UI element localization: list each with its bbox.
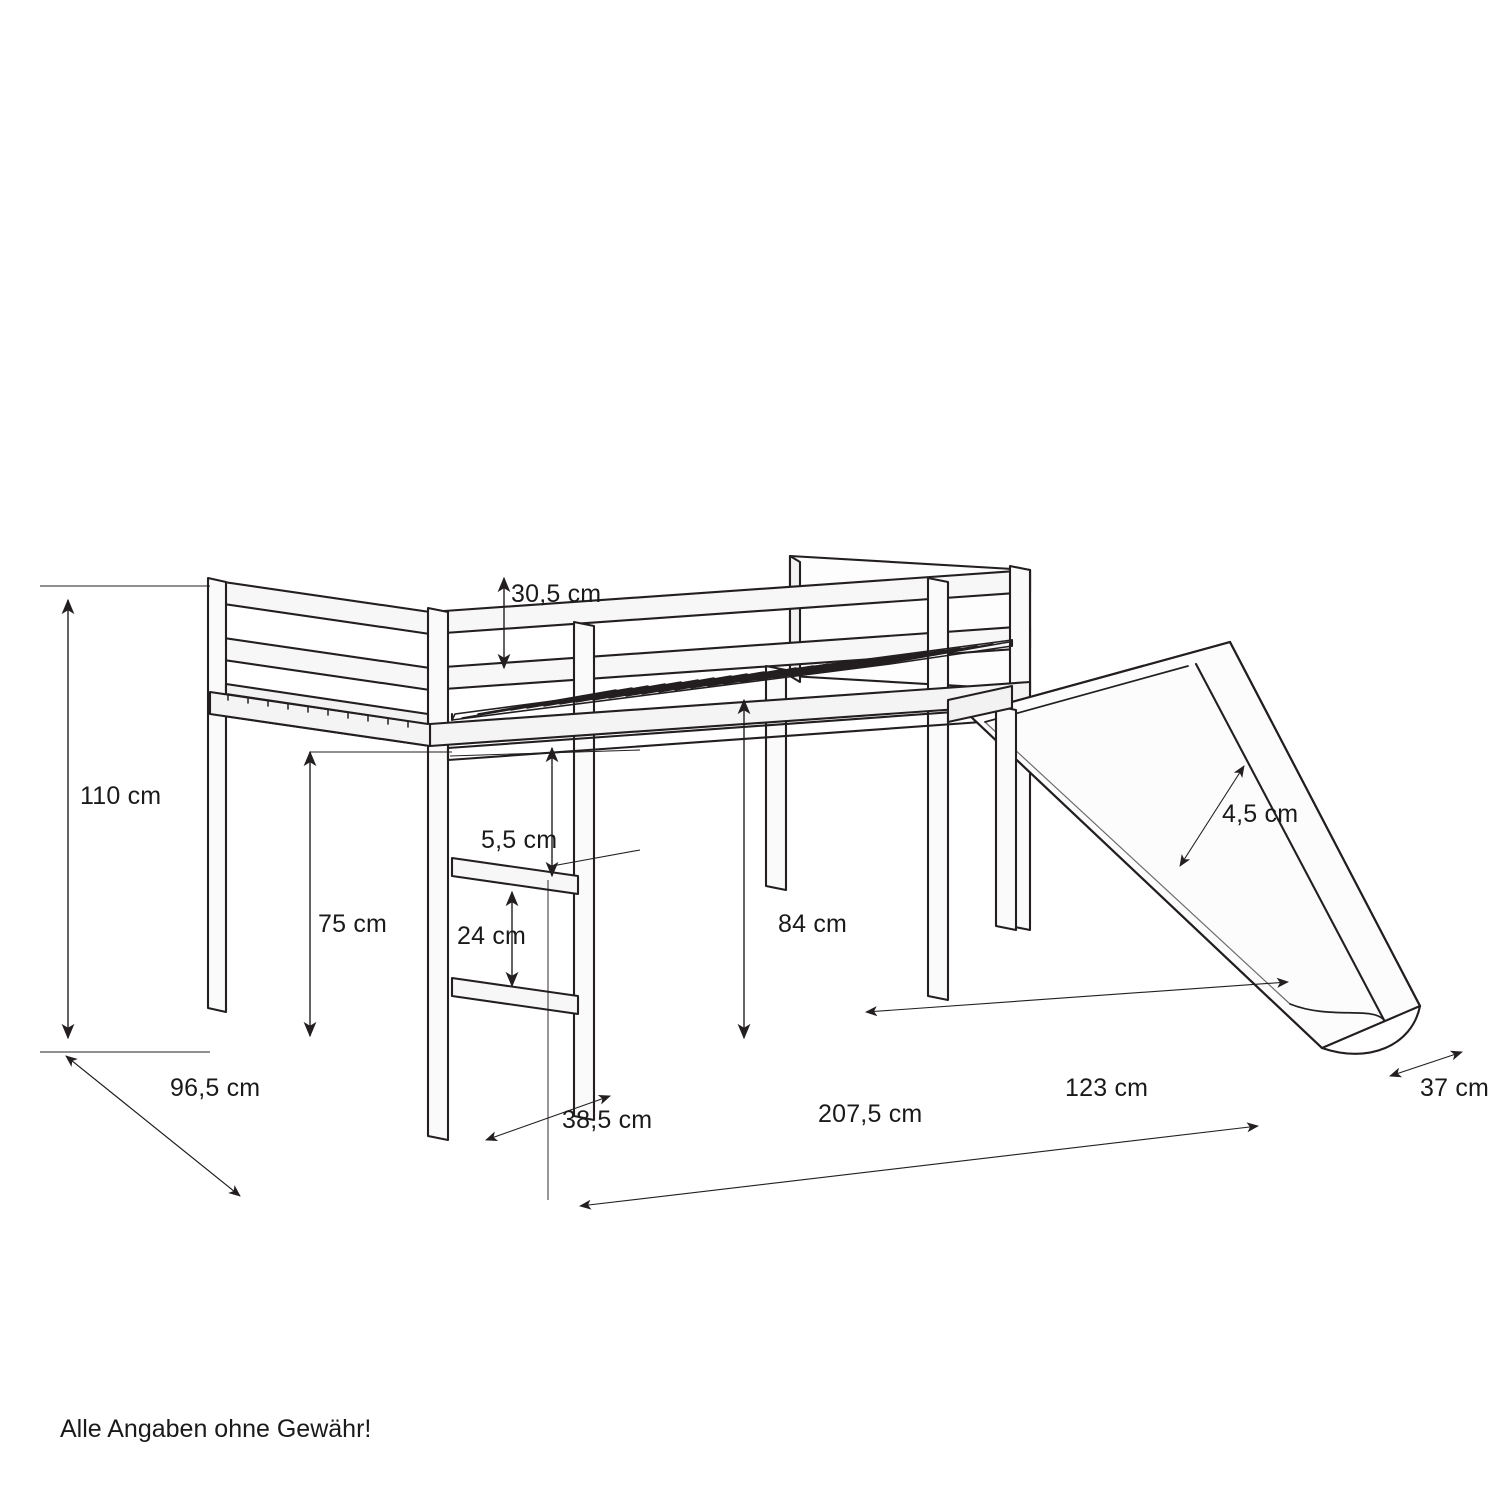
dimension-label-total-height: 110 cm	[80, 782, 162, 810]
disclaimer-note: Alle Angaben ohne Gewähr!	[60, 1415, 372, 1443]
dimension-label-bed-width: 96,5 cm	[170, 1074, 261, 1102]
dimension-label-bed-frame-height: 84 cm	[778, 910, 848, 938]
dimension-label-ladder-rung-spacing: 24 cm	[457, 922, 527, 950]
dimension-label-slide-thickness: 4,5 cm	[1222, 800, 1299, 828]
dimension-label-bed-length: 207,5 cm	[818, 1100, 923, 1128]
dimension-label-slat-thickness: 5,5 cm	[481, 826, 558, 854]
dimension-label-ladder-width: 38,5 cm	[562, 1106, 653, 1134]
dimension-label-slide-width: 37 cm	[1420, 1074, 1490, 1102]
bed-structure	[208, 556, 1420, 1140]
dimension-label-mattress-to-rail: 30,5 cm	[511, 580, 602, 608]
dimension-label-slide-projection: 123 cm	[1065, 1074, 1149, 1102]
dimension-label-clearance-height: 75 cm	[318, 910, 388, 938]
